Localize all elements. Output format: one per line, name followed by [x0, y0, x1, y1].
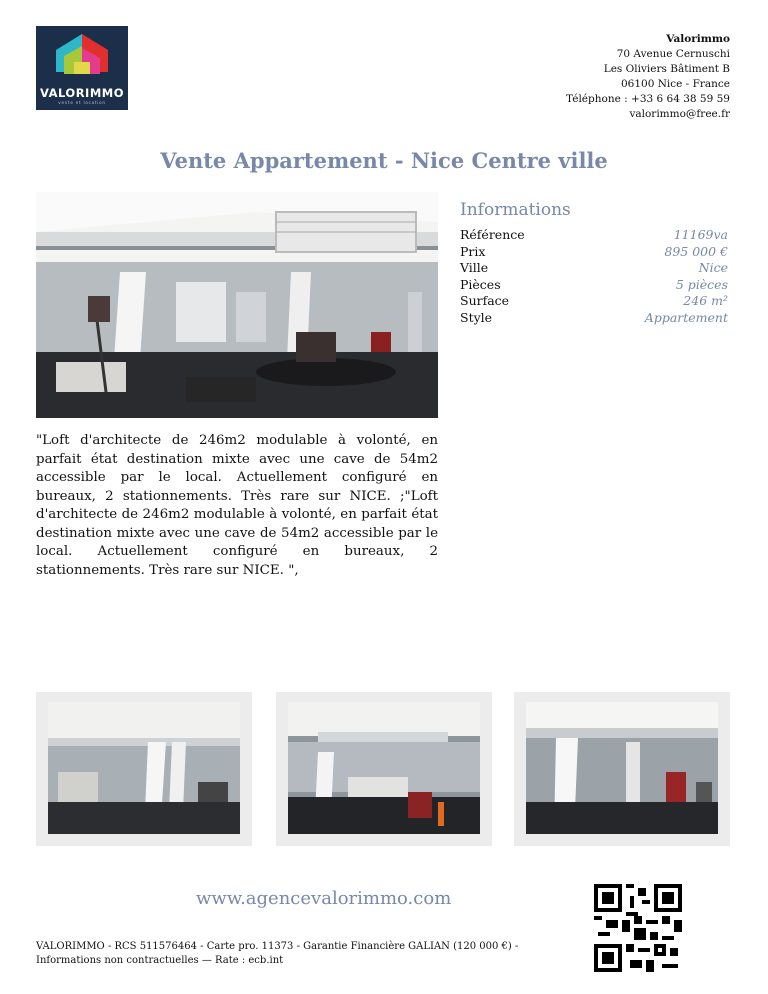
logo-tagline: vente et location: [58, 100, 106, 105]
legal-line-1: VALORIMMO - RCS 511576464 - Carte pro. 11373 - Garantie Financière GALIAN (120 000 €) -: [36, 941, 519, 952]
info-label: Ville: [460, 260, 489, 275]
info-table: [460, 227, 728, 326]
info-label: Style: [460, 309, 493, 325]
info-row-reference: [460, 227, 728, 244]
listing-description: "Loft d'architecte de 246m2 modulable à volonté, en parfait état destination mixte avec une cave de 54m2 accessible par le local. Actuellement configuré en bureaux, 2 stationnements. Très rare sur NICE. ;"Loft d'architecte de 246m2 modulable à volonté, en parfait état destination mixte avec une cave de 54m2 accessible par le local. Actuellement configuré en bureaux, 2 stationnements. Très rare sur NICE. ",: [36, 433, 438, 578]
legal-line-2: Informations non contractuelles — Rate : ecb.int: [36, 955, 284, 966]
logo-text: VALORIMMO: [39, 86, 124, 100]
info-value: 246 m²: [683, 293, 728, 308]
thumbnail-photo-2: [276, 692, 492, 846]
agency-email: valorimmo@free.fr: [629, 108, 730, 120]
info-value: 895 000 €: [664, 243, 728, 259]
info-value: Appartement: [644, 309, 728, 325]
info-value: 11169va: [673, 227, 728, 242]
info-label: Référence: [460, 227, 525, 242]
qr-code-icon: [594, 884, 682, 972]
agency-phone: Téléphone : +33 6 64 38 59 59: [566, 93, 730, 105]
agency-city: 06100 Nice - France: [620, 78, 730, 90]
info-heading: Informations: [460, 200, 571, 220]
info-row-surface: [460, 293, 728, 310]
info-row-city: [460, 260, 728, 277]
agency-address-line1: 70 Avenue Cernuschi: [616, 48, 730, 60]
thumbnail-photo-1: [36, 692, 252, 846]
agency-name: Valorimmo: [666, 33, 730, 45]
legal-notice: [36, 940, 576, 968]
agency-logo: [36, 26, 128, 110]
agency-address-line2: Les Oliviers Bâtiment B: [603, 63, 730, 75]
info-row-price: [460, 244, 728, 261]
listing-title: Vente Appartement - Nice Centre ville: [160, 148, 608, 173]
agency-contact: [566, 32, 730, 122]
info-value: Nice: [698, 260, 728, 275]
info-label: Pièces: [460, 276, 501, 292]
info-label: Prix: [460, 243, 486, 259]
info-label: Surface: [460, 293, 510, 308]
info-row-style: [460, 310, 728, 327]
house-logo-icon: [36, 26, 128, 86]
agency-website-link[interactable]: www.agencevalorimmo.com: [196, 888, 452, 909]
main-photo: [36, 192, 438, 418]
info-value: 5 pièces: [675, 276, 728, 292]
thumbnail-photo-3: [514, 692, 730, 846]
qr-code: [594, 884, 682, 972]
info-row-rooms: [460, 277, 728, 294]
